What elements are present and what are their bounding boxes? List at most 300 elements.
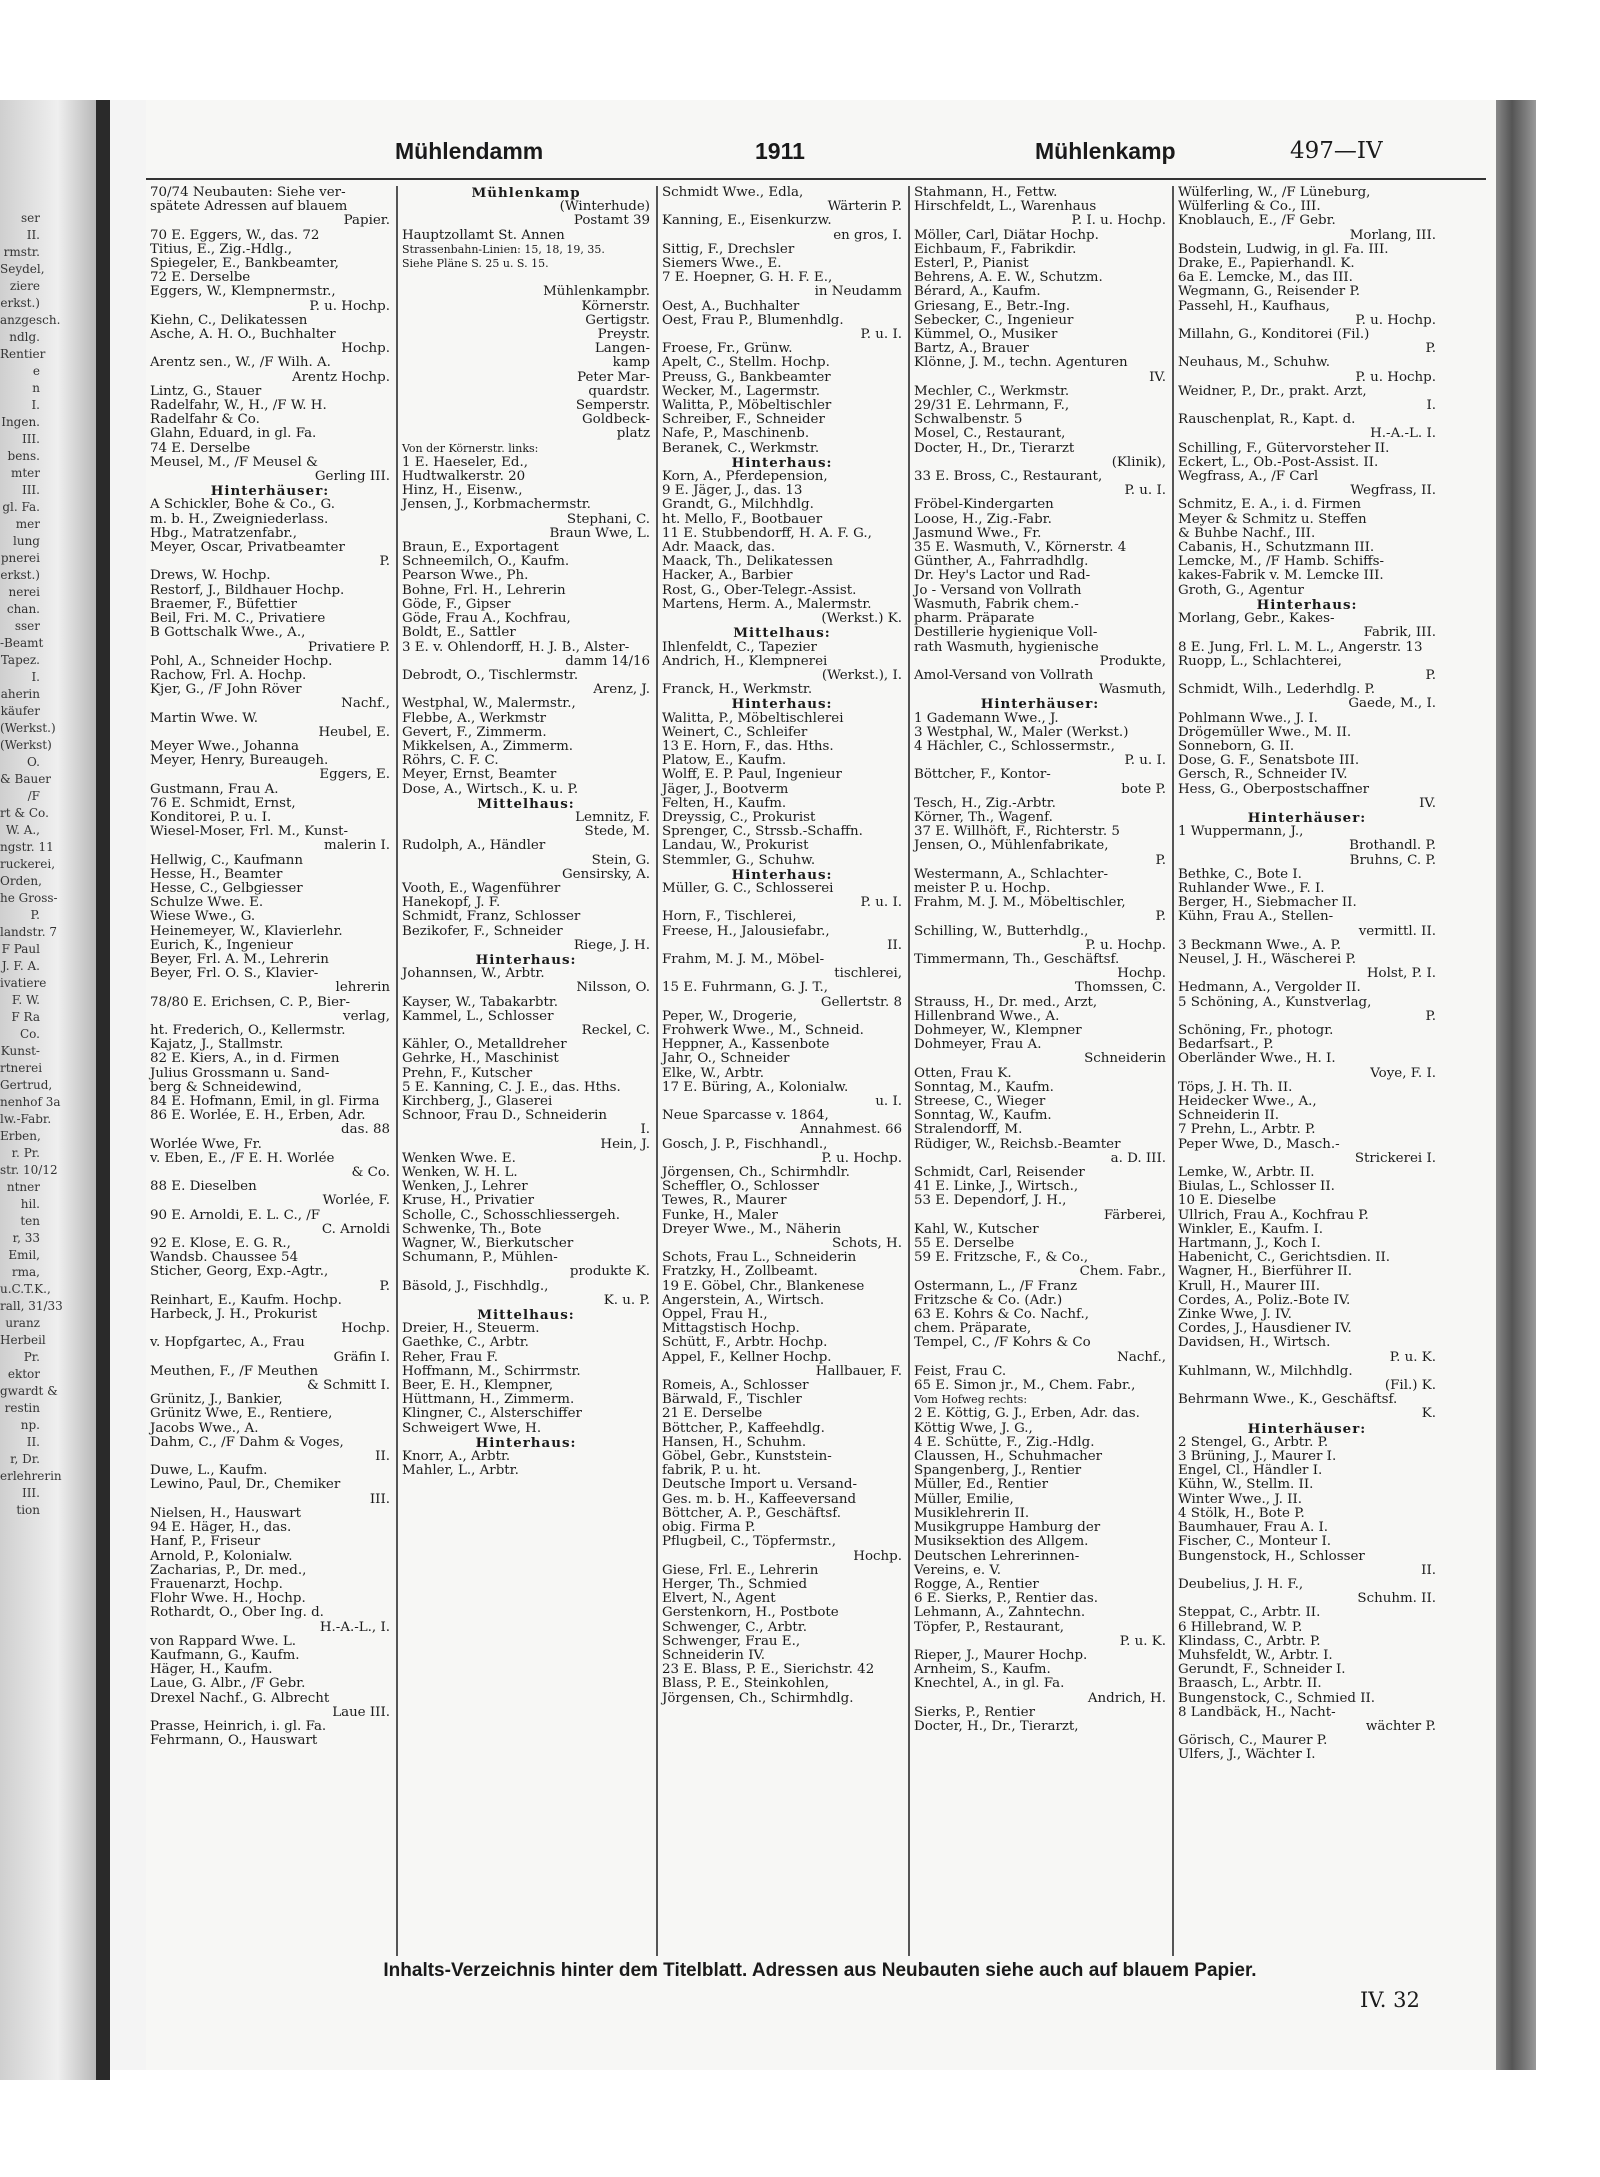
directory-entry: Strassenbahn-Linien: 15, 18, 19, 35. <box>402 242 605 256</box>
directory-entry: en gros, I. <box>833 227 902 243</box>
directory-entry: Stahmann, H., Fettw. <box>914 185 1058 200</box>
directory-entry: Spiegeler, E., Bankbeamter, <box>150 256 339 272</box>
directory-entry: Hanekopf, J. F. <box>402 895 501 911</box>
directory-entry: Beer, E. H., Klempner, <box>402 1378 554 1394</box>
directory-entry: Flebbe, A., Werkmstr <box>402 710 546 726</box>
directory-entry: Funke, H., Maler <box>662 1207 778 1223</box>
directory-entry: Göbel, Gebr., Kunststein- <box>662 1449 832 1465</box>
directory-entry: Göde, F., Gipser <box>402 596 511 612</box>
directory-entry: Landau, W., Prokurist <box>662 838 809 854</box>
directory-entry: Heubel, E. <box>318 724 390 740</box>
directory-entry: Kümmel, O., Musiker <box>914 327 1058 343</box>
left-fragment-line: /F <box>27 789 40 803</box>
directory-entry: 88 E. Dieselben <box>150 1179 257 1195</box>
left-fragment-line: Pr. <box>23 1350 40 1364</box>
directory-entry: Pohlmann Wwe., J. I. <box>1178 710 1318 726</box>
directory-entry: Korn, A., Pferdepension, <box>662 469 828 485</box>
directory-entry: Weinert, C., Schleifer <box>662 724 808 740</box>
directory-entry: Jörgensen, Ch., Schirmhdlr. <box>662 1165 850 1181</box>
directory-entry: 5 Schöning, A., Kunstverlag, <box>1178 994 1372 1010</box>
directory-entry: Hochp. <box>1117 966 1166 982</box>
directory-entry: Arnheim, S., Kaufm. <box>914 1662 1051 1678</box>
directory-entry: Schmidt, Wilh., Lederhdlg. P. <box>1178 682 1376 698</box>
directory-entry: fabrik, P. u. ht. <box>662 1463 762 1479</box>
directory-entry: Griesang, E., Betr.-Ing. <box>914 298 1071 314</box>
directory-entry: Dahm, C., /F Dahm & Voges, <box>150 1434 344 1450</box>
left-fragment-line: str. 10/12 <box>0 1163 58 1177</box>
directory-entry: Günther, A., Fahrradhdlg. <box>914 554 1089 570</box>
directory-entry: Wenken Wwe. E. <box>402 1150 516 1166</box>
directory-entry: P. u. I. <box>1124 483 1166 499</box>
directory-entry: Gertigstr. <box>585 312 650 328</box>
directory-entry: quardstr. <box>588 383 650 399</box>
directory-entry: Martin Wwe. W. <box>150 710 258 726</box>
directory-entry: Schulze Wwe. E. <box>150 895 264 911</box>
directory-entry: Schwalbenstr. 5 <box>914 412 1023 428</box>
left-fragment-line: ivatiere <box>0 976 47 990</box>
left-fragment-line: F. W. <box>11 993 40 1007</box>
directory-entry: Gehrke, H., Maschinist <box>402 1051 559 1067</box>
directory-entry: 3 Brüning, J., Maurer I. <box>1178 1449 1337 1465</box>
directory-entry: Apelt, C., Stellm. Hochp. <box>662 355 830 371</box>
directory-entry: Giese, Frl. E., Lehrerin <box>662 1562 819 1578</box>
directory-entry: I. <box>640 1122 650 1138</box>
directory-entry: K. <box>1421 1406 1436 1422</box>
directory-entry: Grünitz Wwe, E., Rentiere, <box>150 1406 333 1422</box>
column-rule <box>1172 186 1174 1956</box>
directory-entry: Hbg., Matratzenfabr., <box>150 525 297 541</box>
column-4 <box>914 186 1166 1946</box>
directory-entry: 21 E. Derselbe <box>662 1406 763 1422</box>
directory-entry: Preystr. <box>597 327 650 343</box>
directory-entry: Fritzsche & Co. (Adr.) <box>914 1292 1063 1308</box>
directory-entry: 3 E. v. Ohlendorff, H. J. B., Alster- <box>402 639 630 655</box>
left-fragment-line: rtnerei <box>0 1061 43 1075</box>
directory-entry: kamp <box>612 355 650 371</box>
header-year: 1911 <box>755 138 805 164</box>
directory-entry: 70/74 Neubauten: Siehe ver- <box>150 185 346 200</box>
left-fragment-line: ndlg. <box>9 330 40 344</box>
directory-entry: Worlée, F. <box>322 1193 390 1209</box>
directory-entry: Hanf, P., Friseur <box>150 1534 261 1550</box>
directory-entry: 6 Hillebrand, W. P. <box>1178 1619 1303 1635</box>
left-fragment-line: II. <box>26 228 40 242</box>
directory-entry: Ulfers, J., Wächter I. <box>1178 1747 1316 1763</box>
directory-entry: Fratzky, H., Zollbeamt. <box>662 1264 818 1280</box>
directory-entry: Hillenbrand Wwe., A. <box>914 1008 1060 1024</box>
directory-entry: Johannsen, W., Arbtr. <box>402 966 545 982</box>
directory-entry: 86 E. Worlée, E. H., Erben, Adr. <box>150 1108 366 1124</box>
directory-entry: II. <box>887 937 902 953</box>
directory-entry: Gensirsky, A. <box>561 866 650 882</box>
directory-entry: Oest, A., Buchhalter <box>662 298 800 314</box>
directory-entry: Pflugbeil, C., Töpfermstr., <box>662 1534 836 1550</box>
directory-entry: Hallbauer, F. <box>815 1363 902 1379</box>
directory-entry: das. 88 <box>341 1122 390 1138</box>
directory-entry: Claussen, H., Schuhmacher <box>914 1449 1103 1465</box>
directory-entry: Rachow, Frl. A. Hochp. <box>150 667 307 683</box>
directory-entry: Esterl, P., Pianist <box>914 256 1029 272</box>
directory-entry: Kayser, W., Tabakarbtr. <box>402 994 559 1010</box>
left-fragment-line: Orden, <box>0 874 42 888</box>
directory-entry: Töpfer, P., Restaurant, <box>914 1619 1064 1635</box>
directory-entry: Herger, Th., Schmied <box>662 1576 808 1592</box>
directory-entry: Reinhart, E., Kaufm. Hochp. <box>150 1292 342 1308</box>
column-3 <box>662 186 902 1946</box>
directory-entry: Fabrik, III. <box>1363 625 1436 641</box>
directory-entry: u. I. <box>875 1094 902 1109</box>
directory-entry: Glahn, Eduard, in gl. Fa. <box>150 426 317 442</box>
directory-entry: Wagner, W., Bierkutscher <box>402 1236 574 1252</box>
directory-entry: Sticher, Georg, Exp.-Agtr., <box>150 1264 329 1280</box>
directory-entry: Hesse, H., Beamter <box>150 866 283 882</box>
directory-entry: Flohr Wwe. H., Hochp. <box>150 1591 306 1607</box>
left-fragment-line: ser <box>21 211 40 225</box>
directory-entry: Reckel, C. <box>581 1022 650 1038</box>
directory-entry: Kaufmann, G., Kaufm. <box>150 1647 300 1663</box>
directory-entry: Oest, Frau P., Blumenhdlg. <box>662 312 844 328</box>
directory-entry: Thomssen, C. <box>1074 980 1166 996</box>
directory-entry: Vooth, E., Wagenführer <box>402 880 561 896</box>
directory-entry: Rogge, A., Rentier <box>914 1576 1039 1592</box>
directory-entry: Kuhlmann, W., Milchhdlg. <box>1178 1363 1353 1379</box>
left-fragment-line: Herbeil <box>0 1333 46 1347</box>
directory-entry: 90 E. Arnoldi, E. L. C., /F <box>150 1207 321 1223</box>
directory-entry: Knoblauch, E., /F Gebr. <box>1178 213 1336 229</box>
directory-entry: P. u. I. <box>860 895 902 911</box>
directory-entry: Jörgensen, Ch., Schirmhdlg. <box>662 1690 854 1706</box>
directory-entry: (Werkst.) K. <box>821 611 902 627</box>
directory-entry: Röhrs, C. F. C. <box>402 753 499 769</box>
directory-entry: Hinterhaus: <box>731 696 833 713</box>
directory-entry: 4 E. Schütte, F., Zig.-Hdlg. <box>914 1434 1095 1450</box>
directory-entry: Wolff, E. P. Paul, Ingenieur <box>662 767 842 783</box>
directory-entry: Müller, Ed., Rentier <box>914 1477 1049 1493</box>
directory-entry: III. <box>369 1491 390 1507</box>
directory-entry: Klönne, J. M., techn. Agenturen <box>914 355 1128 371</box>
left-fragment-line: II. <box>26 1435 40 1449</box>
left-fragment-line: & Bauer <box>0 772 52 786</box>
left-fragment-line: Seydel, <box>0 262 45 276</box>
directory-entry: Pohl, A., Schneider Hochp. <box>150 653 333 669</box>
directory-entry: 59 E. Fritzsche, F., & Co., <box>914 1250 1089 1266</box>
left-fragment-line: lung <box>13 534 40 548</box>
directory-entry: A Schickler, Bohe & Co., G. <box>150 497 335 513</box>
directory-entry: Dreyer Wwe., M., Näherin <box>662 1221 842 1237</box>
directory-entry: Behrens, A. E. W., Schutzm. <box>914 270 1103 286</box>
directory-entry: II. <box>375 1449 390 1465</box>
directory-entry: Habenicht, C., Gerichtsdien. II. <box>1178 1250 1391 1266</box>
directory-entry: Meyer, Henry, Bureaugeh. <box>150 753 329 769</box>
directory-entry: Meyer, Oscar, Privatbeamter <box>150 540 345 556</box>
directory-entry: Groth, G., Agentur <box>1178 582 1304 598</box>
directory-entry: Schneiderin II. <box>1178 1108 1280 1124</box>
directory-entry: Eurich, K., Ingenieur <box>150 937 293 953</box>
directory-entry: P. <box>1155 909 1166 925</box>
left-fragment-line: r, Dr. <box>10 1452 40 1466</box>
directory-entry: Drögemüller Wwe., M. II. <box>1178 724 1352 740</box>
directory-entry: Hellwig, C., Kaufmann <box>150 852 304 868</box>
directory-entry: Fröbel-Kindergarten <box>914 497 1054 513</box>
directory-entry: Schöning, Fr., photogr. <box>1178 1022 1334 1038</box>
directory-entry: rath Wasmuth, hygienische <box>914 639 1099 655</box>
directory-entry: Lemke, W., Arbtr. II. <box>1178 1165 1315 1181</box>
directory-entry: Horn, F., Tischlerei, <box>662 909 797 925</box>
directory-entry: Asche, A. H. O., Buchhalter <box>150 327 336 343</box>
directory-entry: Töps, J. H. Th. II. <box>1178 1079 1293 1095</box>
directory-entry: Krull, H., Maurer III. <box>1178 1278 1320 1294</box>
directory-entry: Sonneborn, G. II. <box>1178 738 1295 754</box>
directory-entry: Zacharias, P., Dr. med., <box>150 1562 307 1578</box>
directory-entry: Lewino, Paul, Dr., Chemiker <box>150 1477 341 1493</box>
left-fragment-line: III. <box>21 483 40 497</box>
directory-entry: Sonntag, W., Kaufm. <box>914 1108 1052 1124</box>
directory-entry: Heidecker Wwe., A., <box>1178 1094 1317 1109</box>
directory-entry: Meyer Wwe., Johanna <box>150 738 299 754</box>
directory-entry: Wegmann, G., Reisender P. <box>1178 284 1361 300</box>
directory-entry: Westermann, A., Schlachter- <box>914 866 1108 882</box>
directory-entry: Rüdiger, W., Reichsb.-Beamter <box>914 1136 1121 1152</box>
directory-entry: 2 Stengel, G., Arbtr. P. <box>1178 1434 1329 1450</box>
header-left-street: Mühlendamm <box>395 138 544 164</box>
directory-entry: Siehe Pläne S. 25 u. S. 15. <box>402 257 549 271</box>
directory-entry: meister P. u. Hochp. <box>914 880 1051 896</box>
directory-entry: Schots, Frau L., Schneiderin <box>662 1250 857 1266</box>
left-fragment-line: e <box>32 364 40 378</box>
left-fragment-line: W. A., <box>5 823 40 837</box>
directory-entry: Hansen, H., Schuhm. <box>662 1434 807 1450</box>
directory-entry: Appel, F., Kellner Hochp. <box>662 1349 832 1365</box>
directory-entry: Stralendorff, M. <box>914 1122 1023 1138</box>
directory-entry: 53 E. Dependorf, J. H., <box>914 1193 1067 1209</box>
directory-entry: Gerstenkorn, H., Postbote <box>662 1605 839 1621</box>
directory-entry: Braemer, F., Büfettier <box>150 596 297 612</box>
directory-entry: Musiksektion des Allgem. <box>914 1534 1089 1550</box>
directory-entry: Kähler, O., Metalldreher <box>402 1037 567 1053</box>
directory-entry: P. <box>379 554 390 570</box>
footer-note: Inhalts-Verzeichnis hinter dem Titelblatt. Adressen aus Neubauten siehe auch auf blauem Papier. <box>383 1960 1257 1981</box>
directory-entry: Neuhaus, M., Schuhw. <box>1178 355 1331 371</box>
left-fragment-line: Gertrud, <box>0 1078 53 1092</box>
directory-entry: Stephani, C. <box>566 511 650 527</box>
directory-entry: Frauenarzt, Hochp. <box>150 1576 283 1592</box>
directory-entry: Wiese Wwe., G. <box>150 909 256 925</box>
directory-entry: 74 E. Derselbe <box>150 440 251 456</box>
directory-entry: Jahr, O., Schneider <box>662 1051 790 1067</box>
left-fragment-line: Ingen. <box>1 415 40 429</box>
directory-entry: Privatiere P. <box>308 639 390 655</box>
directory-entry: a. D. III. <box>1110 1150 1166 1166</box>
directory-entry: Bruhns, C. P. <box>1349 852 1436 868</box>
directory-entry: Produkte, <box>1099 653 1166 669</box>
directory-entry: Strauss, H., Dr. med., Arzt, <box>914 994 1098 1010</box>
directory-entry: Rost, G., Ober-Telegr.-Assist. <box>662 582 857 598</box>
directory-entry: Bezikofer, F., Schneider <box>402 923 563 939</box>
directory-entry: Voye, F. I. <box>1370 1065 1436 1081</box>
left-fragment-line: mer <box>15 517 40 531</box>
directory-entry: Riege, J. H. <box>573 937 650 953</box>
directory-entry: Oppel, Frau H., <box>662 1307 768 1323</box>
left-fragment-line: anzgesch. <box>0 313 61 327</box>
directory-entry: Gellertstr. 8 <box>820 994 902 1010</box>
directory-entry: Andrich, H., Klempnerei <box>662 653 828 669</box>
directory-entry: berg & Schneidewind, <box>150 1079 302 1095</box>
directory-entry: 15 E. Fuhrmann, G. J. T., <box>662 980 829 996</box>
directory-entry: Drake, E., Papierhandl. K. <box>1178 256 1355 272</box>
directory-entry: Duwe, L., Kaufm. <box>150 1463 268 1479</box>
directory-entry: P. u. K. <box>1119 1633 1166 1649</box>
directory-entry: Streese, C., Wieger <box>914 1094 1046 1109</box>
directory-entry: Wandsb. Chaussee 54 <box>150 1250 299 1266</box>
directory-entry: 63 E. Kohrs & Co. Nachf., <box>914 1307 1090 1323</box>
directory-entry: Schilling, W., Butterhdlg., <box>914 923 1089 939</box>
directory-entry: Hinterhäuser: <box>1247 1420 1367 1437</box>
directory-entry: Mittagstisch Hochp. <box>662 1321 800 1337</box>
directory-entry: Kanning, E., Eisenkurzw. <box>662 213 832 229</box>
directory-entry: 72 E. Derselbe <box>150 270 251 286</box>
left-fragment-line: landstr. 7 <box>0 925 58 939</box>
directory-entry: Vom Hofweg rechts: <box>914 1393 1028 1407</box>
directory-entry: 17 E. Büring, A., Kolonialw. <box>662 1079 849 1095</box>
directory-entry: 2 E. Köttig, G. J., Erben, Adr. das. <box>914 1406 1140 1422</box>
directory-entry: Wegfrass, A., /F Carl <box>1178 469 1319 485</box>
directory-entry: Romeis, A., Schlosser <box>662 1378 809 1394</box>
directory-entry: Meyer & Schmitz u. Steffen <box>1178 511 1367 527</box>
directory-entry: tischlerei, <box>834 966 902 982</box>
directory-entry: Mühlenkamp <box>471 185 581 201</box>
directory-entry: Sonntag, M., Kaufm. <box>914 1079 1054 1095</box>
directory-entry: Tesch, H., Zig.-Arbtr. <box>914 795 1056 811</box>
directory-entry: Mittelhaus: <box>477 795 575 812</box>
column-rule <box>396 186 398 1956</box>
directory-entry: Rothardt, O., Ober Ing. d. <box>150 1605 324 1621</box>
directory-entry: Hochp. <box>853 1548 902 1564</box>
directory-entry: 6a E. Lemcke, M., das III. <box>1178 270 1353 286</box>
directory-entry: Restorf, J., Bildhauer Hochp. <box>150 582 345 598</box>
left-fragment-line: nerei <box>8 585 40 599</box>
directory-entry: Hesse, C., Gelbgiesser <box>150 880 303 896</box>
directory-entry: Hein, J. <box>600 1136 650 1152</box>
left-fragment-line: ruckerei, <box>0 857 56 871</box>
directory-entry: Musiklehrerin II. <box>914 1505 1030 1521</box>
left-page-text-fragment <box>0 210 63 1990</box>
directory-entry: Weidner, P., Dr., prakt. Arzt, <box>1178 383 1367 399</box>
directory-entry: Kruse, H., Privatier <box>402 1193 535 1209</box>
directory-entry: Deutschen Lehrerinnen- <box>914 1548 1080 1564</box>
directory-entry: Bedarfsart., P. <box>1178 1037 1274 1053</box>
directory-entry: 35 E. Wasmuth, V., Körnerstr. 4 <box>914 540 1127 556</box>
directory-entry: Wärterin P. <box>827 199 902 215</box>
left-fragment-line: u.C.T.K., <box>0 1282 51 1296</box>
directory-entry: Jasmund Wwe., Fr. <box>914 525 1042 541</box>
directory-entry: 94 E. Häger, H., das. <box>150 1520 292 1536</box>
directory-entry: Schmidt, Carl, Reisender <box>914 1165 1085 1181</box>
directory-entry: & Co. <box>351 1165 390 1181</box>
directory-entry: 4 Hächler, C., Schlossermstr., <box>914 738 1115 754</box>
directory-entry: 7 Prehn, L., Arbtr. P. <box>1178 1122 1316 1138</box>
left-fragment-line: hil. <box>20 1197 40 1211</box>
directory-entry: Cordes, A., Poliz.-Bote IV. <box>1178 1292 1351 1308</box>
directory-entry: Eckert, L., Ob.-Post-Assist. II. <box>1178 454 1379 470</box>
directory-entry: Cabanis, H., Schutzmann III. <box>1178 540 1375 556</box>
header-page-number: 497—IV <box>1290 138 1383 164</box>
left-fragment-line: I. <box>31 398 40 412</box>
directory-entry: 29/31 E. Lehrmann, F., <box>914 398 1070 414</box>
column-5 <box>1178 186 1436 1946</box>
directory-entry: Häger, H., Kaufm. <box>150 1662 273 1678</box>
directory-entry: 76 E. Schmidt, Ernst, <box>150 795 296 811</box>
directory-entry: Timmermann, Th., Geschäftsf. <box>914 951 1120 967</box>
left-fragment-line: ngstr. 11 <box>0 840 54 854</box>
directory-entry: Rauschenplat, R., Kapt. d. <box>1178 412 1356 428</box>
directory-entry: Julius Grossmann u. Sand- <box>150 1065 330 1081</box>
left-fragment-line: r, 33 <box>12 1231 40 1245</box>
directory-entry: Davidsen, H., Wirtsch. <box>1178 1335 1331 1351</box>
directory-entry: Dohmeyer, Frau A. <box>914 1037 1042 1053</box>
directory-entry: Mechler, C., Werkmstr. <box>914 383 1070 399</box>
directory-entry: Kühn, W., Stellm. II. <box>1178 1477 1314 1493</box>
directory-entry: Adr. Maack, das. <box>662 540 776 556</box>
directory-entry: spätete Adressen auf blauem <box>150 199 348 215</box>
directory-entry: Otten, Frau K. <box>914 1065 1012 1081</box>
directory-entry: Braun Wwe, L. <box>549 525 650 541</box>
directory-entry: Kajatz, J., Stallmstr. <box>150 1037 284 1053</box>
left-fragment-line: Erben, <box>0 1129 41 1143</box>
directory-entry: Neusel, J. H., Wäscherei P. <box>1178 951 1357 967</box>
directory-entry: H.-A.-L., I. <box>319 1619 390 1635</box>
directory-entry: Elke, W., Arbtr. <box>662 1065 765 1081</box>
directory-entry: Laue III. <box>332 1704 390 1720</box>
directory-entry: Braasch, L., Arbtr. II. <box>1178 1676 1322 1692</box>
directory-entry: Wegfrass, II. <box>1350 483 1436 499</box>
directory-entry: Fehrmann, O., Hauswart <box>150 1733 318 1749</box>
left-fragment-line: rma, <box>11 1265 40 1279</box>
directory-entry: Meyer, Ernst, Beamter <box>402 767 557 783</box>
directory-entry: Deutsche Import u. Versand- <box>662 1477 857 1493</box>
directory-entry: Stein, G. <box>591 852 650 868</box>
directory-entry: Kammel, L., Schlosser <box>402 1008 554 1024</box>
directory-entry: Loose, H., Zig.-Fabr. <box>914 511 1052 527</box>
directory-entry: Bohne, Frl. H., Lehrerin <box>402 582 566 598</box>
directory-entry: Tewes, R., Maurer <box>662 1193 787 1209</box>
directory-entry: Feist, Frau C. <box>914 1363 1007 1379</box>
directory-entry: Steppat, C., Arbtr. II. <box>1178 1605 1321 1621</box>
directory-entry: Lintz, G., Stauer <box>150 383 262 399</box>
directory-entry: produkte K. <box>569 1264 650 1280</box>
directory-entry: P. u. Hochp. <box>821 1150 902 1166</box>
directory-entry: Wülferling, W., /F Lüneburg, <box>1178 185 1371 200</box>
directory-entry: Hinterhaus: <box>475 1434 577 1451</box>
directory-entry: Bärwald, F., Tischler <box>662 1392 802 1408</box>
directory-entry: Rudolph, A., Händler <box>402 838 546 854</box>
directory-entry: Destillerie hygienique Voll- <box>914 625 1098 641</box>
directory-entry: C. Arnoldi <box>321 1221 390 1237</box>
directory-entry: vermittl. II. <box>1358 923 1436 939</box>
directory-entry: Baumhauer, Frau A. I. <box>1178 1520 1329 1536</box>
directory-entry: 55 E. Derselbe <box>914 1236 1015 1252</box>
directory-entry: Bethke, C., Bote I. <box>1178 866 1302 882</box>
directory-entry: Docter, H., Dr., Tierarzt <box>914 440 1075 456</box>
directory-entry: Walitta, P., Möbeltischlerei <box>662 710 844 726</box>
directory-entry: Langen- <box>594 341 650 357</box>
directory-entry: H.-A.-L. I. <box>1370 426 1436 442</box>
directory-entry: (Werkst.), I. <box>821 667 902 683</box>
directory-entry: Dose, A., Wirtsch., K. u. P. <box>402 781 579 797</box>
directory-entry: Schweigert Wwe, H. <box>402 1420 542 1436</box>
directory-entry: P. u. Hochp. <box>309 298 390 314</box>
directory-entry: Gräfin I. <box>333 1349 390 1365</box>
directory-entry: bote P. <box>1121 781 1166 797</box>
